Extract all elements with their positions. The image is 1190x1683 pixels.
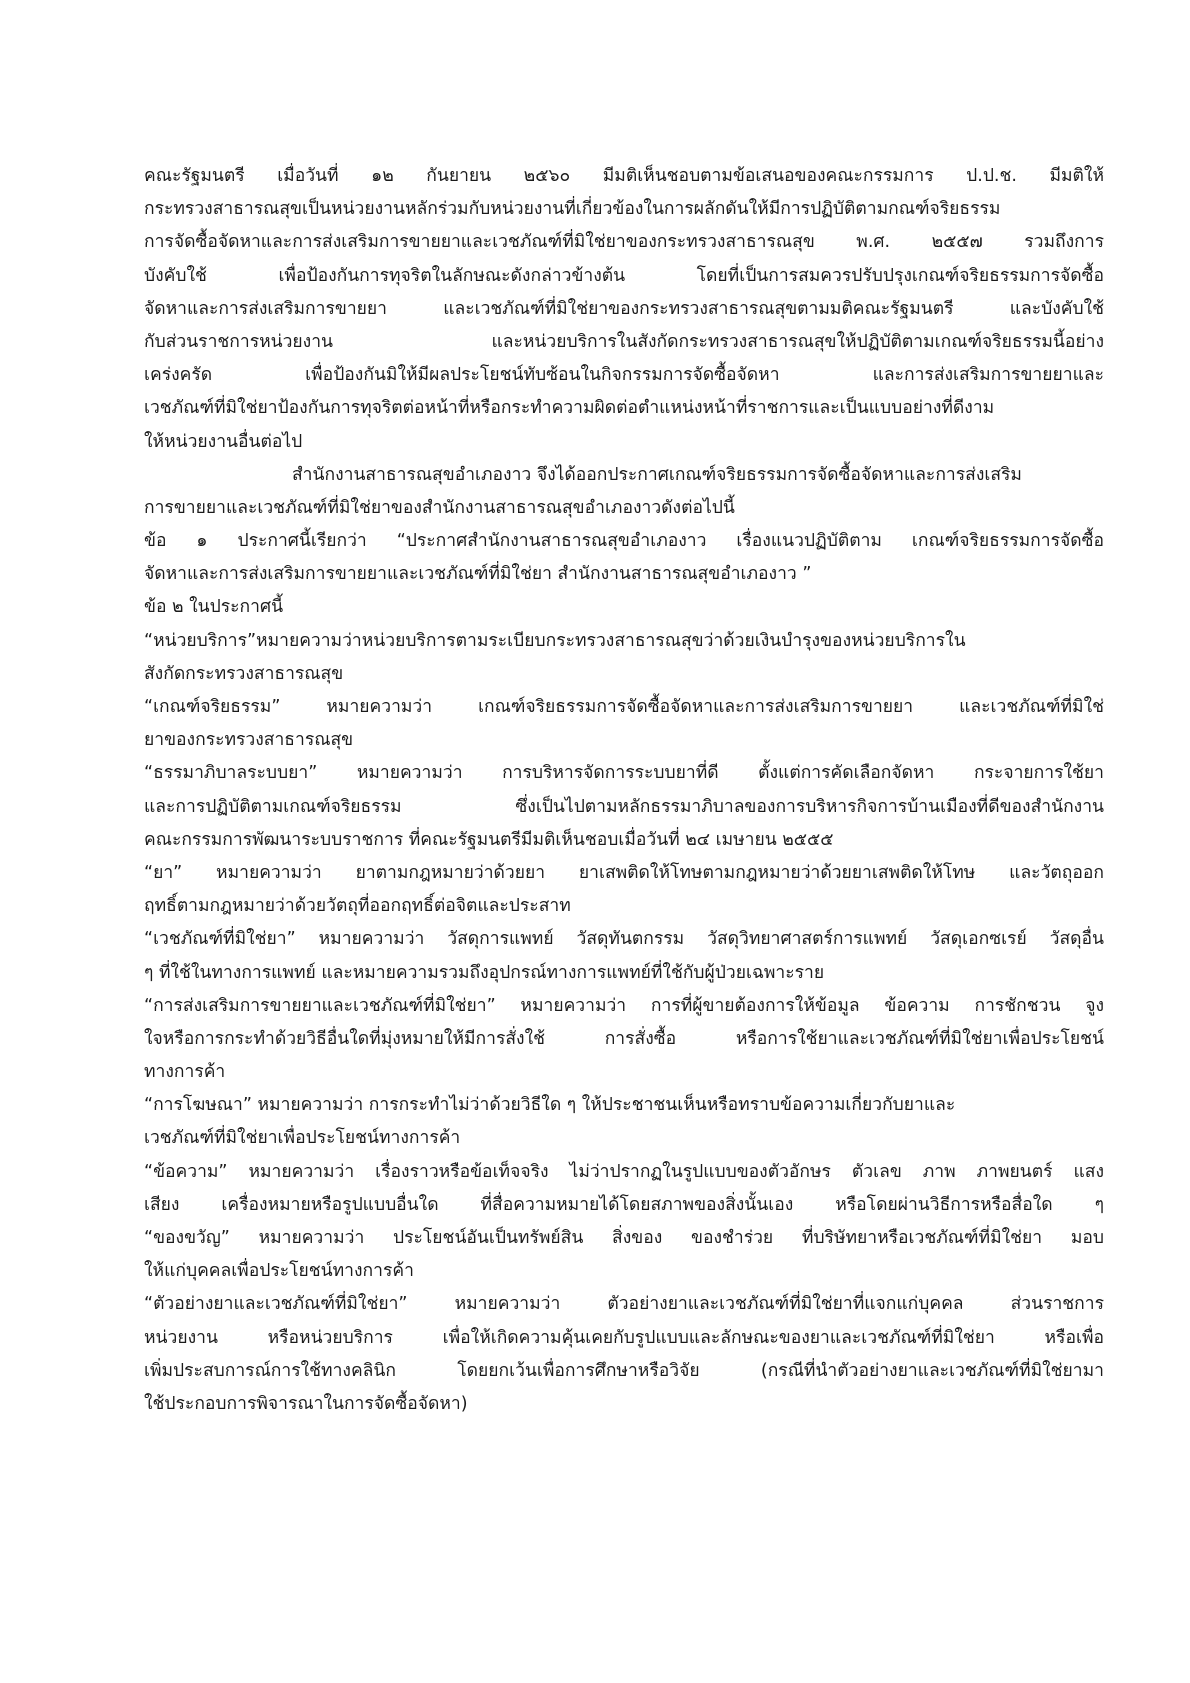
body-text xyxy=(144,160,1104,1421)
text-line: ทางการค้า xyxy=(144,1062,226,1083)
text-line: บังคับใช้ เพื่อป้องกันการทุจริตในลักษณะดังกล่าวข้างต้น โดยที่เป็นการสมควรปรับปรุงเกณฑ์จริยธรรมการจัดซื้อ xyxy=(144,265,1104,286)
text-line: “ข้อความ” หมายความว่า เรื่องราวหรือข้อเท็จจริง ไม่ว่าปรากฏในรูปแบบของตัวอักษร ตัวเลข ภาพ ภาพยนตร์ แสง xyxy=(144,1161,1104,1182)
text-line: ยาของกระทรวงสาธารณสุข xyxy=(144,730,354,751)
text-line: ฤทธิ์ตามกฎหมายว่าด้วยวัตถุที่ออกฤทธิ์ต่อจิตและประสาท xyxy=(144,896,571,917)
text-line: สำนักงานสาธารณสุขอำเภองาว จึงได้ออกประกาศเกณฑ์จริยธรรมการจัดซื้อจัดหาและการส่งเสริม xyxy=(292,464,1022,485)
text-line: “เกณฑ์จริยธรรม” หมายความว่า เกณฑ์จริยธรรมการจัดซื้อจัดหาและการส่งเสริมการขายยา และเวชภัณฑ์ที่มิใช่ xyxy=(144,697,1104,717)
text-line: คณะรัฐมนตรี เมื่อวันที่ ๑๒ กันยายน ๒๕๖๐ มีมติเห็นชอบตามข้อเสนอของคณะกรรมการ ป.ป.ช. มีมติให้ xyxy=(144,166,1104,186)
text-line: “ของขวัญ” หมายความว่า ประโยชน์อันเป็นทรัพย์สิน สิ่งของ ของชำร่วย ที่บริษัทยาหรือเวชภัณฑ์ที่มิใช่ยา มอบ xyxy=(144,1228,1104,1248)
text-line: สังกัดกระทรวงสาธารณสุข xyxy=(144,663,344,684)
text-line: เวชภัณฑ์ที่มิใช่ยาป้องกันการทุจริตต่อหน้าที่หรือกระทำความผิดต่อตำแหน่งหน้าที่ราชการและเป็นแบบอย่างที่ดีงาม xyxy=(144,398,995,419)
text-line: จัดหาและการส่งเสริมการขายยา และเวชภัณฑ์ที่มิใช่ยาของกระทรวงสาธารณสุขตามมติคณะรัฐมนตรี และบังคับใช้ xyxy=(144,298,1104,319)
text-line: “การโฆษณา” หมายความว่า การกระทำไม่ว่าด้วยวิธีใด ๆ ให้ประชาชนเห็นหรือทราบข้อความเกี่ยวกับยาและ xyxy=(144,1095,956,1116)
text-line: การจัดซื้อจัดหาและการส่งเสริมการขายยาและเวชภัณฑ์ที่มิใช่ยาของกระทรวงสาธารณสุข พ.ศ. ๒๕๕๗ รวมถึงการ xyxy=(144,232,1104,253)
text-line: “หน่วยบริการ”หมายความว่าหน่วยบริการตามระเบียบกระทรวงสาธารณสุขว่าด้วยเงินบำรุงของหน่วยบริการใน xyxy=(144,630,966,651)
text-line: ให้แก่บุคคลเพื่อประโยชน์ทางการค้า xyxy=(144,1261,414,1282)
text-line: “ยา” หมายความว่า ยาตามกฎหมายว่าด้วยยา ยาเสพติดให้โทษตามกฎหมายว่าด้วยยาเสพติดให้โทษ และวัตถุออก xyxy=(144,862,1104,883)
text-line: หน่วยงาน หรือหน่วยบริการ เพื่อให้เกิดความคุ้นเคยกับรูปแบบและลักษณะของยาและเวชภัณฑ์ที่มิใช่ยา หรือเพื่อ xyxy=(144,1327,1104,1348)
text-line: “เวชภัณฑ์ที่มิใช่ยา” หมายความว่า วัสดุการแพทย์ วัสดุทันตกรรม วัสดุวิทยาศาสตร์การแพทย์ วัสดุเอกซเรย์ วัสดุอื่น xyxy=(144,929,1104,950)
text-line: เพิ่มประสบการณ์การใช้ทางคลินิก โดยยกเว้นเพื่อการศึกษาหรือวิจัย (กรณีที่นำตัวอย่างยาและเวชภัณฑ์ที่มิใช่ยามา xyxy=(144,1360,1104,1381)
text-line: ใจหรือการกระทำด้วยวิธีอื่นใดที่มุ่งหมายให้มีการสั่งใช้ การสั่งซื้อ หรือการใช้ยาและเวชภัณฑ์ที่มิใช่ยาเพื่อประโยชน์ xyxy=(144,1028,1104,1049)
text-line: เสียง เครื่องหมายหรือรูปแบบอื่นใด ที่สื่อความหมายได้โดยสภาพของสิ่งนั้นเอง หรือโดยผ่านวิธีการหรือสื่อใด ๆ xyxy=(144,1194,1104,1215)
text-line: “การส่งเสริมการขายยาและเวชภัณฑ์ที่มิใช่ยา” หมายความว่า การที่ผู้ขายต้องการให้ข้อมูล ข้อความ การชักชวน จูง xyxy=(144,995,1104,1016)
text-line: ข้อ ๑ ประกาศนี้เรียกว่า “ประกาศสำนักงานสาธารณสุขอำเภองาว เรื่องแนวปฏิบัติตาม เกณฑ์จริยธรรมการจัดซื้อ xyxy=(144,531,1104,552)
text-line: เคร่งครัด เพื่อป้องกันมิให้มีผลประโยชน์ทับซ้อนในกิจกรรมการจัดซื้อจัดหา และการส่งเสริมการขายยาและ xyxy=(144,365,1104,386)
text-line: “ตัวอย่างยาและเวชภัณฑ์ที่มิใช่ยา” หมายความว่า ตัวอย่างยาและเวชภัณฑ์ที่มิใช่ยาที่แจกแก่บุคคล ส่วนราชการ xyxy=(144,1294,1104,1315)
text-line: เวชภัณฑ์ที่มิใช่ยาเพื่อประโยชน์ทางการค้า xyxy=(144,1128,461,1149)
text-line: การขายยาและเวชภัณฑ์ที่มิใช่ยาของสำนักงานสาธารณสุขอำเภองาวดังต่อไปนี้ xyxy=(144,497,735,518)
text-line: จัดหาและการส่งเสริมการขายยาและเวชภัณฑ์ที่มิใช่ยา สำนักงานสาธารณสุขอำเภองาว ” xyxy=(144,564,812,585)
text-line: ข้อ ๒ ในประกาศนี้ xyxy=(144,597,284,618)
text-line: “ธรรมาภิบาลระบบยา” หมายความว่า การบริหารจัดการระบบยาที่ดี ตั้งแต่การคัดเลือกจัดหา กระจายการใช้ยา xyxy=(144,763,1104,784)
text-line: และการปฏิบัติตามเกณฑ์จริยธรรม ซึ่งเป็นไปตามหลักธรรมาภิบาลของการบริหารกิจการบ้านเมืองที่ดีของสำนักงาน xyxy=(144,796,1104,817)
text-line: ๆ ที่ใช้ในทางการแพทย์ และหมายความรวมถึงอุปกรณ์ทางการแพทย์ที่ใช้กับผู้ป่วยเฉพาะราย xyxy=(144,962,825,983)
text-line: กับส่วนราชการหน่วยงาน และหน่วยบริการในสังกัดกระทรวงสาธารณสุขให้ปฏิบัติตามเกณฑ์จริยธรรมนี้อย่าง xyxy=(144,331,1104,352)
text-line: ใช้ประกอบการพิจารณาในการจัดซื้อจัดหา) xyxy=(144,1393,468,1414)
text-line: ให้หน่วยงานอื่นต่อไป xyxy=(144,431,303,452)
text-line: กระทรวงสาธารณสุขเป็นหน่วยงานหลักร่วมกับหน่วยงานที่เกี่ยวข้องในการผลักดันให้มีการปฏิบัติตามกณฑ์จริยธรรม xyxy=(144,199,1001,220)
text-line: คณะกรรมการพัฒนาระบบราชการ ที่คณะรัฐมนตรีมีมติเห็นชอบเมื่อวันที่ ๒๔ เมษายน ๒๕๕๕ xyxy=(144,829,834,850)
